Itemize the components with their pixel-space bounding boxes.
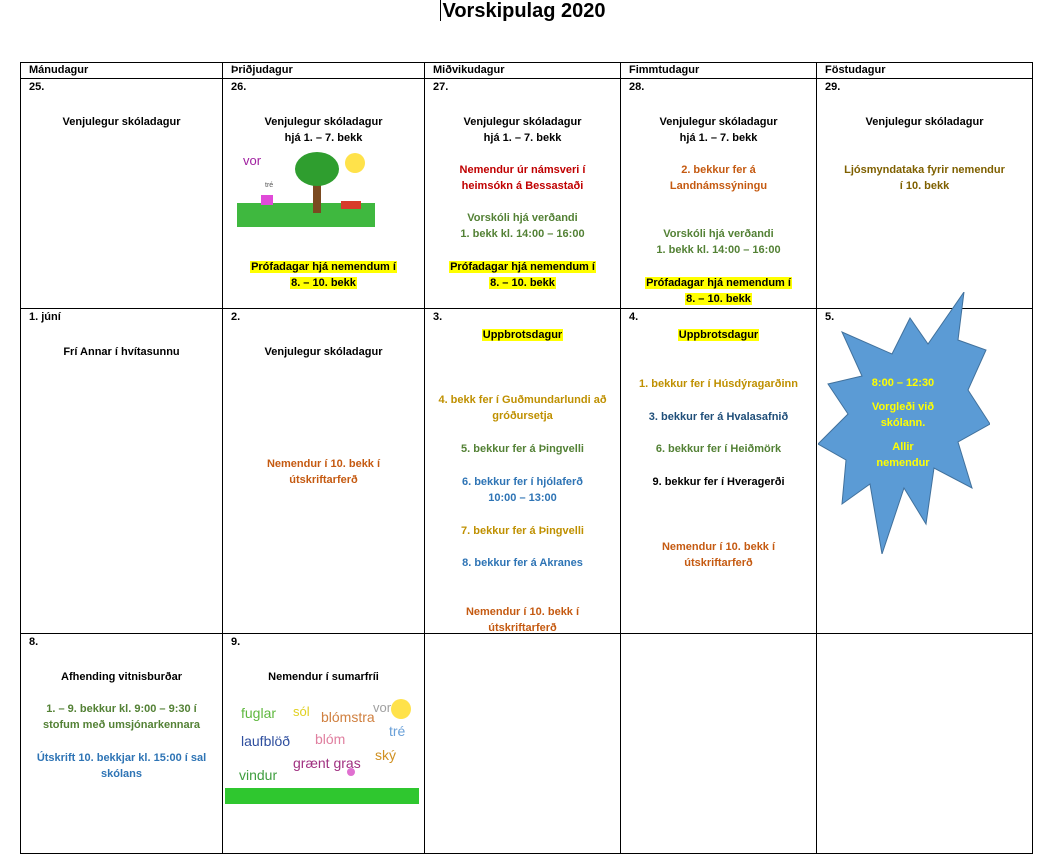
date-label: 28. <box>629 81 645 93</box>
spring-word: vor <box>243 153 262 168</box>
date-label: 25. <box>29 81 45 93</box>
day-cell-3 <box>425 309 621 634</box>
entry-text: 9. bekkur fer í Hveragerði <box>652 476 785 488</box>
entry-text: 8. bekkur fer á Akranes <box>462 557 583 569</box>
sun-shape <box>345 153 365 173</box>
day-cell-26 <box>223 79 425 309</box>
date-label: 2. <box>231 311 241 323</box>
day-cell-empty <box>817 634 1033 854</box>
entry-text: 1. bekk kl. 14:00 – 16:00 <box>460 228 585 240</box>
exam-notice: Prófadagar hjá nemendum í <box>251 261 396 273</box>
spring-word: tré <box>265 182 274 189</box>
entry-text: skólann. <box>880 417 926 429</box>
entry-text: Vorgleði við <box>871 401 935 413</box>
entry-text: Nemendur í 10. bekk í <box>465 606 580 618</box>
day-cell-empty <box>425 634 621 854</box>
entry-text: Venjulegur skóladagur <box>62 116 181 128</box>
entry-text: í 10. bekk <box>899 180 950 192</box>
date-label: 1. júní <box>29 311 61 323</box>
entry-text: Afhending vitnisburðar <box>61 671 182 683</box>
date-label: 29. <box>825 81 841 93</box>
summer-word: vindur <box>239 767 278 783</box>
entry-text: Landnámssýningu <box>669 180 768 192</box>
week-row-1 <box>21 79 1033 309</box>
day-cell-2 <box>223 309 425 634</box>
entry-text: Venjulegur skóladagur <box>463 116 582 128</box>
date-label: 8. <box>29 636 39 648</box>
entry-text: Venjulegur skóladagur <box>264 346 383 358</box>
entry-text: Venjulegur skóladagur <box>264 116 383 128</box>
day-cell-empty <box>621 634 817 854</box>
day-cell-9 <box>223 634 425 854</box>
day-cell-1-juni <box>21 309 223 634</box>
summer-word: grænt gras <box>293 755 361 771</box>
entry-text: 7. bekkur fer á Þingvelli <box>461 525 584 537</box>
entry-text: Nemendur í sumarfríi <box>268 671 379 683</box>
date-label: 9. <box>231 636 241 648</box>
entry-text: stofum með umsjónarkennara <box>42 719 201 731</box>
entry-text: útskriftarferð <box>684 557 753 569</box>
day-cell-29 <box>817 79 1033 309</box>
page-title: Vorskipulag 2020 <box>442 0 606 22</box>
day-cell-8 <box>21 634 223 854</box>
date-label: 4. <box>629 311 639 323</box>
exam-notice: Prófadagar hjá nemendum í <box>646 277 791 289</box>
entry-text: Venjulegur skóladagur <box>865 116 984 128</box>
tree-crown-shape <box>295 152 339 186</box>
entry-text: Ljósmyndataka fyrir nemendur <box>844 164 1005 176</box>
entry-text: 2. bekkur fer á <box>681 164 756 176</box>
highlight-label: Uppbrotsdagur <box>678 329 759 341</box>
date-label: 27. <box>433 81 449 93</box>
day-header-tuesday: Þriðjudagur <box>223 63 425 79</box>
day-cell-25 <box>21 79 223 309</box>
summer-word: ský <box>375 747 396 763</box>
entry-text: 1. bekkur fer í Húsdýragarðinn <box>639 378 798 390</box>
entry-text: útskriftarferð <box>488 622 557 634</box>
entry-text: hjá 1. – 7. bekk <box>679 132 758 144</box>
day-header-thursday: Fimmtudagur <box>621 63 817 79</box>
entry-text: Venjulegur skóladagur <box>659 116 778 128</box>
entry-text: Allir <box>892 441 914 453</box>
exam-notice: Prófadagar hjá nemendum í <box>450 261 595 273</box>
summer-word: laufblöð <box>241 733 291 749</box>
entry-text: Nemendur í 10. bekk í <box>661 541 776 553</box>
entry-text: 6. bekkur fer í hjólaferð <box>461 476 584 488</box>
flower-shape <box>341 201 361 209</box>
entry-text: 1. bekk kl. 14:00 – 16:00 <box>656 244 781 256</box>
entry-text: 5. bekkur fer á Þingvelli <box>461 443 584 455</box>
entry-text: Frí Annar í hvítasunnu <box>63 346 180 358</box>
week-row-3 <box>21 634 1033 854</box>
day-header-monday: Mánudagur <box>21 63 223 79</box>
entry-text: 1. – 9. bekkur kl. 9:00 – 9:30 í <box>46 703 197 715</box>
entry-text: hjá 1. – 7. bekk <box>284 132 363 144</box>
date-label: 5. <box>825 311 835 323</box>
entry-text: heimsókn á Bessastaði <box>461 180 584 192</box>
entry-text: 10:00 – 13:00 <box>488 492 557 504</box>
entry-text: Vorskóli hjá verðandi <box>663 228 774 240</box>
header-row <box>21 63 1033 79</box>
grass-shape <box>225 788 419 804</box>
summer-word: blóm <box>315 731 346 747</box>
flower-shape <box>261 195 273 205</box>
entry-text: 3. bekkur fer á Hvalasafnið <box>648 411 789 423</box>
day-header-wednesday: Miðvikudagur <box>425 63 621 79</box>
day-cell-4 <box>621 309 817 634</box>
entry-text: Nemendur í 10. bekk í <box>266 458 381 470</box>
entry-text: 4. bekk fer í Guðmundarlundi að <box>438 394 607 406</box>
entry-text: útskriftarferð <box>289 474 358 486</box>
exam-notice: 8. – 10. bekk <box>490 277 555 289</box>
entry-text: 6. bekkur fer í Heiðmörk <box>655 443 782 455</box>
exam-notice: 8. – 10. bekk <box>291 277 356 289</box>
exam-notice: 8. – 10. bekk <box>686 293 751 305</box>
day-cell-27 <box>425 79 621 309</box>
entry-text: nemendur <box>876 457 930 469</box>
entry-text: 8:00 – 12:30 <box>871 377 935 389</box>
entry-text: Nemendur úr námsveri í <box>459 164 586 176</box>
starburst-text <box>852 375 954 471</box>
summer-word: vor <box>373 700 392 715</box>
highlight-label: Uppbrotsdagur <box>482 329 563 341</box>
entry-text: skólans <box>101 768 142 780</box>
summer-word: tré <box>389 723 406 739</box>
summer-word: blómstra <box>321 709 375 725</box>
day-header-friday: Föstudagur <box>817 63 1033 79</box>
entry-text: gróðursetja <box>492 410 553 422</box>
date-label: 3. <box>433 311 443 323</box>
summer-word: fuglar <box>241 705 277 721</box>
date-label: 26. <box>231 81 247 93</box>
spring-drawing-image <box>237 151 375 227</box>
summer-word: sól <box>293 704 310 719</box>
entry-text: Vorskóli hjá verðandi <box>467 212 578 224</box>
entry-text: Útskrift 10. bekkjar kl. 15:00 í sal <box>36 752 207 764</box>
entry-text: hjá 1. – 7. bekk <box>483 132 562 144</box>
sun-shape <box>391 699 411 719</box>
summer-words-image <box>225 696 419 806</box>
day-cell-28 <box>621 79 817 309</box>
